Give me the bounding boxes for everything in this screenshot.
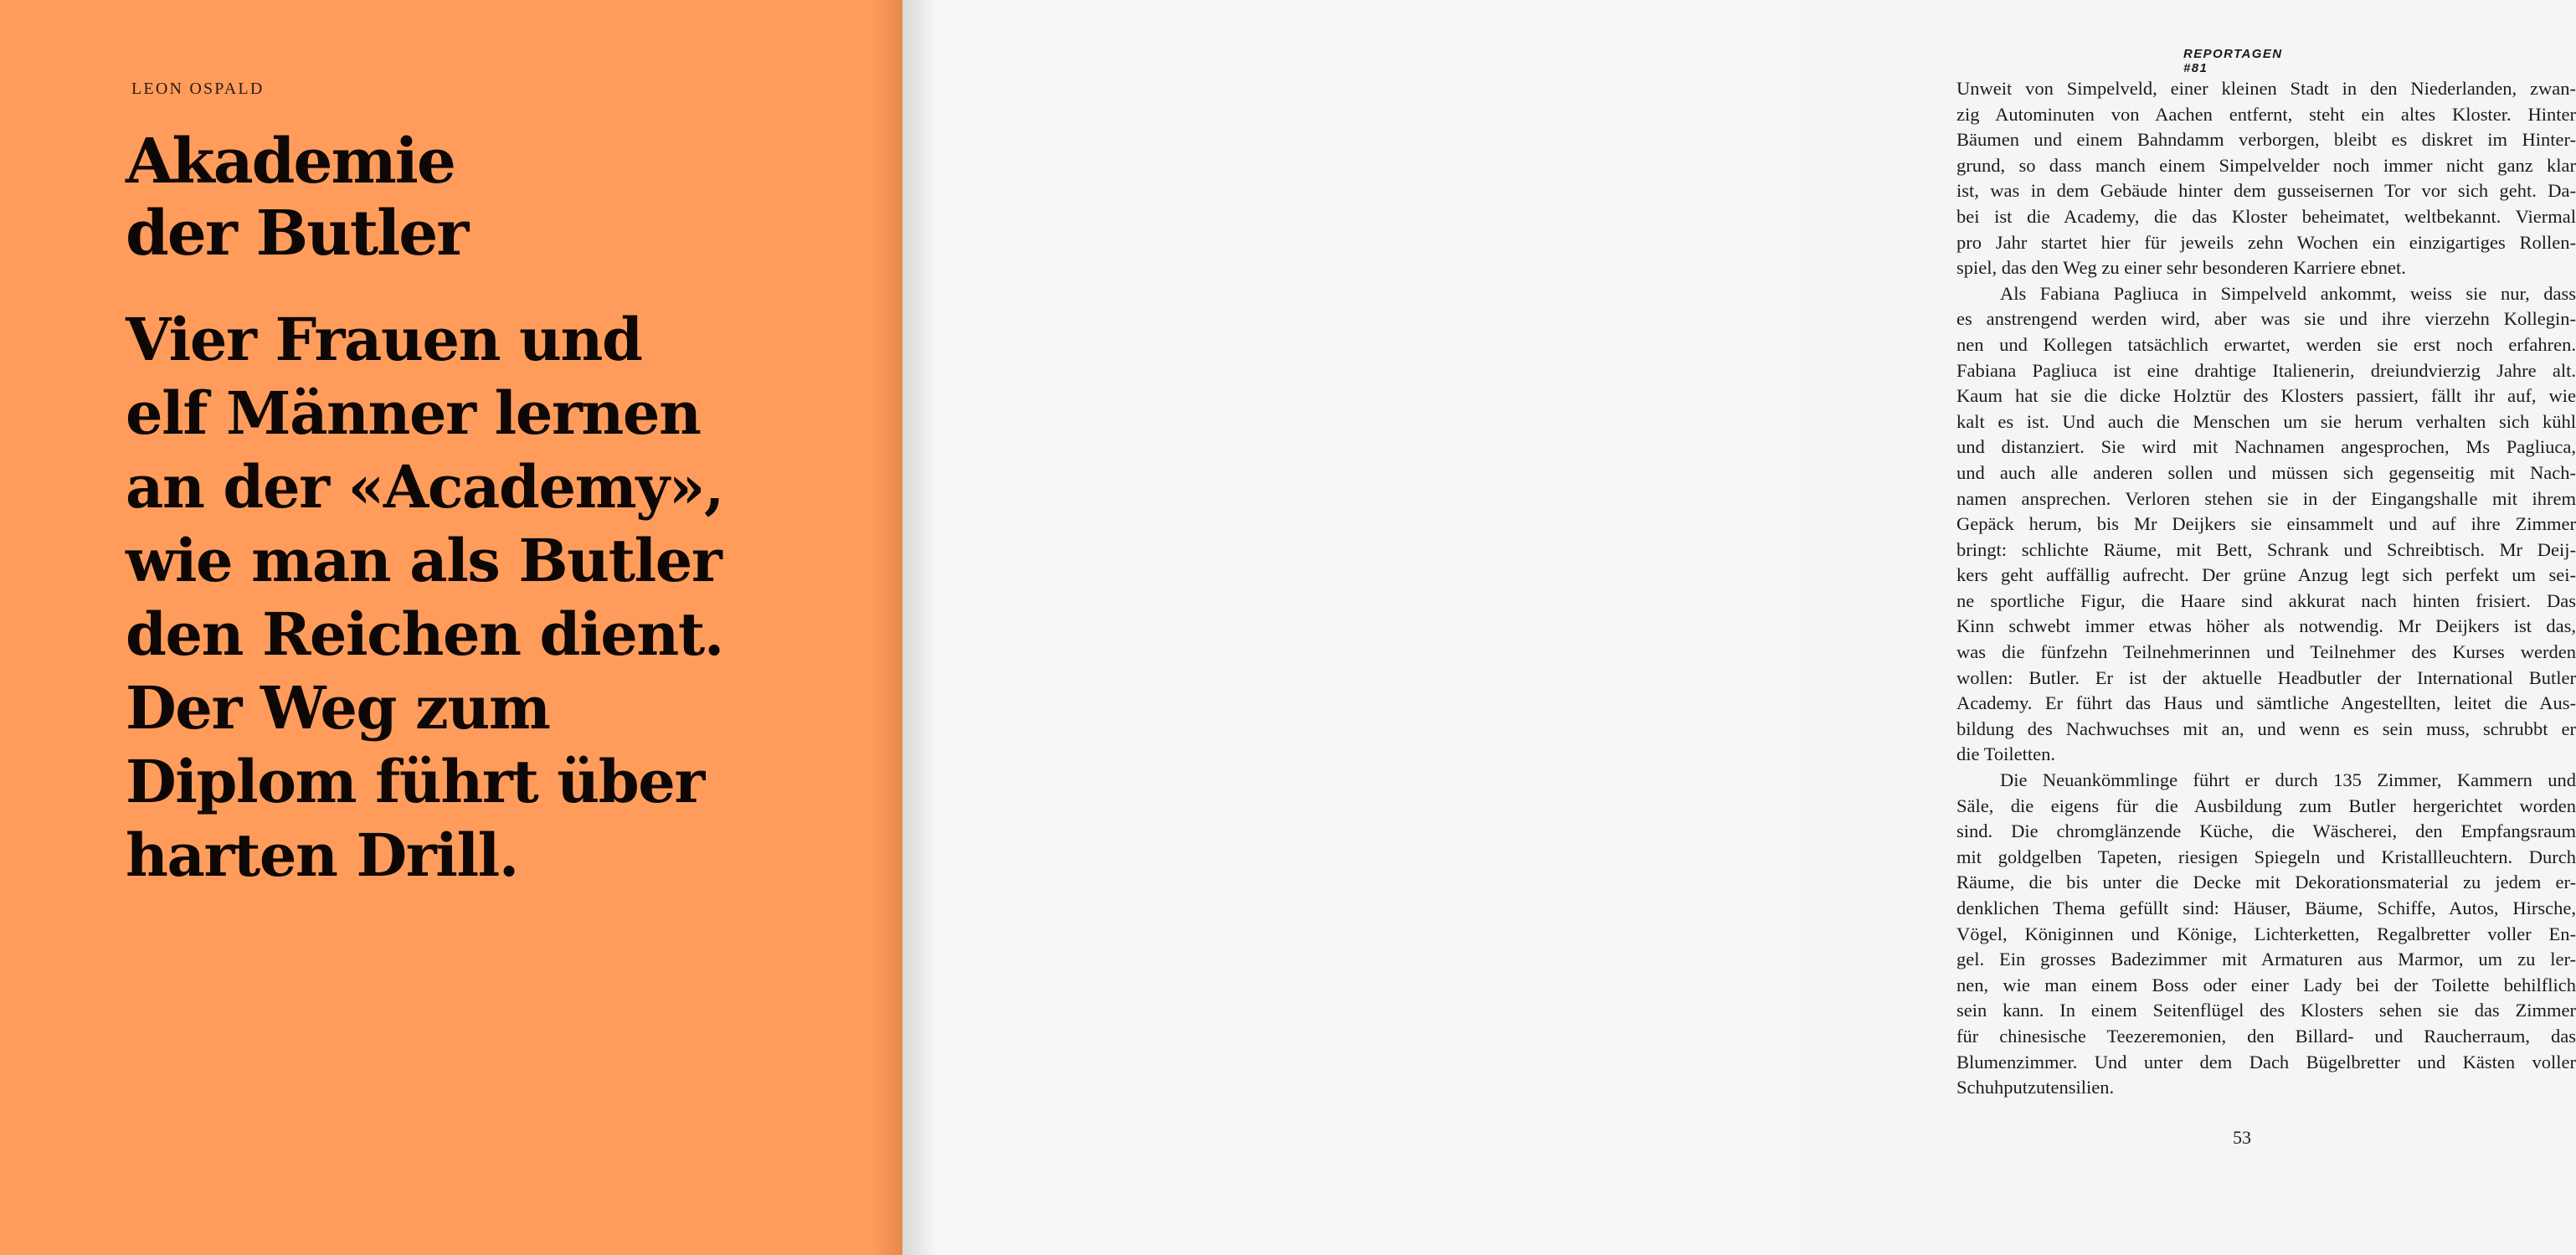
body-line: Kaum hat sie die dicke Holztür des Klosters passiert, fällt ihr auf, wie [1956,385,2576,407]
lead-line: Der Weg zum [126,673,550,743]
body-line: pro Jahr startet hier für jeweils zehn Wochen ein einzigartiges Rollen- [1956,231,2576,253]
lead-line: den Reichen dient. [126,599,723,669]
body-line: es anstrengend werden wird, aber was sie und ihre vierzehn Kollegin- [1956,308,2576,330]
body-line: bei ist die Academy, die das Kloster beheimatet, weltbekannt. Viermal [1956,205,2576,227]
body-line: mit goldgelben Tapeten, riesigen Spiegeln und Kristallleuchtern. Durch [1956,846,2576,867]
lead-line: Diplom führt über [126,747,704,816]
body-line: grund, so dass manch einem Simpelvelder noch immer nicht ganz klar [1956,154,2576,176]
body-line: wollen: Butler. Er ist der aktuelle Headbutler der International Butler [1956,666,2576,688]
body-line: sind. Die chromglänzende Küche, die Wäscherei, den Empfangsraum [1956,820,2576,842]
body-line: gel. Ein grosses Badezimmer mit Armaturen aus Marmor, um zu ler- [1956,949,2576,970]
body-line: bildung des Nachwuchses mit an, und wenn es sein muss, schrubbt er [1956,718,2576,739]
body-line: ne sportliche Figur, die Haare sind akkurat nach hinten frisiert. Das [1956,589,2576,611]
body-line: denklichen Thema gefüllt sind: Häuser, Bäume, Schiffe, Autos, Hirsche, [1956,898,2576,918]
body-line: Gepäck herum, bis Mr Deijkers sie einsammelt und auf ihre Zimmer [1956,513,2576,535]
lead-line: wie man als Butler [126,526,722,595]
right-page [902,0,2576,1255]
body-line: Schuhputzutensilien. [1956,1077,2115,1098]
body-line: für chinesische Teezeremonien, den Billard- und Raucherraum, das [1956,1025,2576,1047]
body-line: und auch alle anderen sollen und müssen sich gegenseitig mit Nach- [1956,461,2576,483]
body-line: Fabiana Pagliuca ist eine drahtige Italienerin, dreiundvierzig Jahre alt. [1956,359,2576,381]
body-line: was die fünfzehn Teilnehmerinnen und Teilnehmer des Kurses werden [1956,641,2576,663]
body-line: namen ansprechen. Verloren stehen sie in der Eingangshalle mit ihrem [1956,487,2576,509]
body-line: Blumenzimmer. Und unter dem Dach Bügelbretter und Kästen voller [1956,1051,2576,1072]
body-line: kalt es ist. Und auch die Menschen um sie herum verhalten sich kühl [1956,410,2576,432]
body-line: Räume, die bis unter die Decke mit Dekorationsmaterial zu jedem er- [1956,872,2576,893]
article-title [126,126,645,270]
lead-line: Vier Frauen und [126,305,642,374]
body-line: Academy. Er führt das Haus und sämtliche Angestellten, leitet die Aus- [1956,692,2576,714]
body-line: spiel, das den Weg zu einer sehr besonderen Karriere ebnet. [1956,257,2406,279]
title-line: der Butler [126,198,468,270]
body-line: Die Neuankömmlinge führt er durch 135 Zimmer, Kammern und [2000,769,2576,791]
body-line: zig Autominuten von Aachen entfernt, steht ein altes Kloster. Hinter [1956,103,2576,125]
body-line: Säle, die eigens für die Ausbildung zum Butler hergerichtet worden [1956,795,2576,816]
lead-line: elf Männer lernen [126,378,701,448]
running-head: REPORTAGEN #81 [2183,47,2283,75]
body-line: Kinn schwebt immer etwas höher als notwendig. Mr Deijkers ist das, [1956,615,2576,637]
lead-line: harten Drill. [126,820,518,890]
body-line: nen, wie man einem Boss oder einer Lady bei der Toilette behilflich [1956,974,2576,995]
lead-line: an der «Academy», [126,452,723,522]
left-page [0,0,902,1255]
body-line: nen und Kollegen tatsächlich erwartet, werden sie erst noch erfahren. [1956,333,2576,355]
body-line: ist, was in dem Gebäude hinter dem gusseisernen Tor vor sich geht. Da- [1956,180,2576,202]
body-line: die Toiletten. [1956,743,2055,765]
body-line: und distanziert. Sie wird mit Nachnamen angesprochen, Ms Pagliuca, [1956,436,2576,458]
page-number: 53 [2233,1127,2251,1148]
article-lead [126,303,879,892]
body-line: Unweit von Simpelveld, einer kleinen Stadt in den Niederlanden, zwan- [1956,78,2576,99]
author-name: LEON OSPALD [131,80,265,98]
body-line: kers geht auffällig aufrecht. Der grüne Anzug legt sich perfekt um sei- [1956,564,2576,586]
article-body [1956,76,2576,1101]
body-line: Vögel, Königinnen und Könige, Lichterketten, Regalbretter voller En- [1956,923,2576,944]
body-line: Bäumen und einem Bahndamm verborgen, bleibt es diskret im Hinter- [1956,129,2576,151]
body-line: sein kann. In einem Seitenflügel des Klosters sehen sie das Zimmer [1956,1000,2576,1021]
title-line: Akademie [126,126,455,198]
body-line: bringt: schlichte Räume, mit Bett, Schrank und Schreibtisch. Mr Deij- [1956,538,2576,560]
body-line: Als Fabiana Pagliuca in Simpelveld ankommt, weiss sie nur, dass [2000,282,2576,304]
